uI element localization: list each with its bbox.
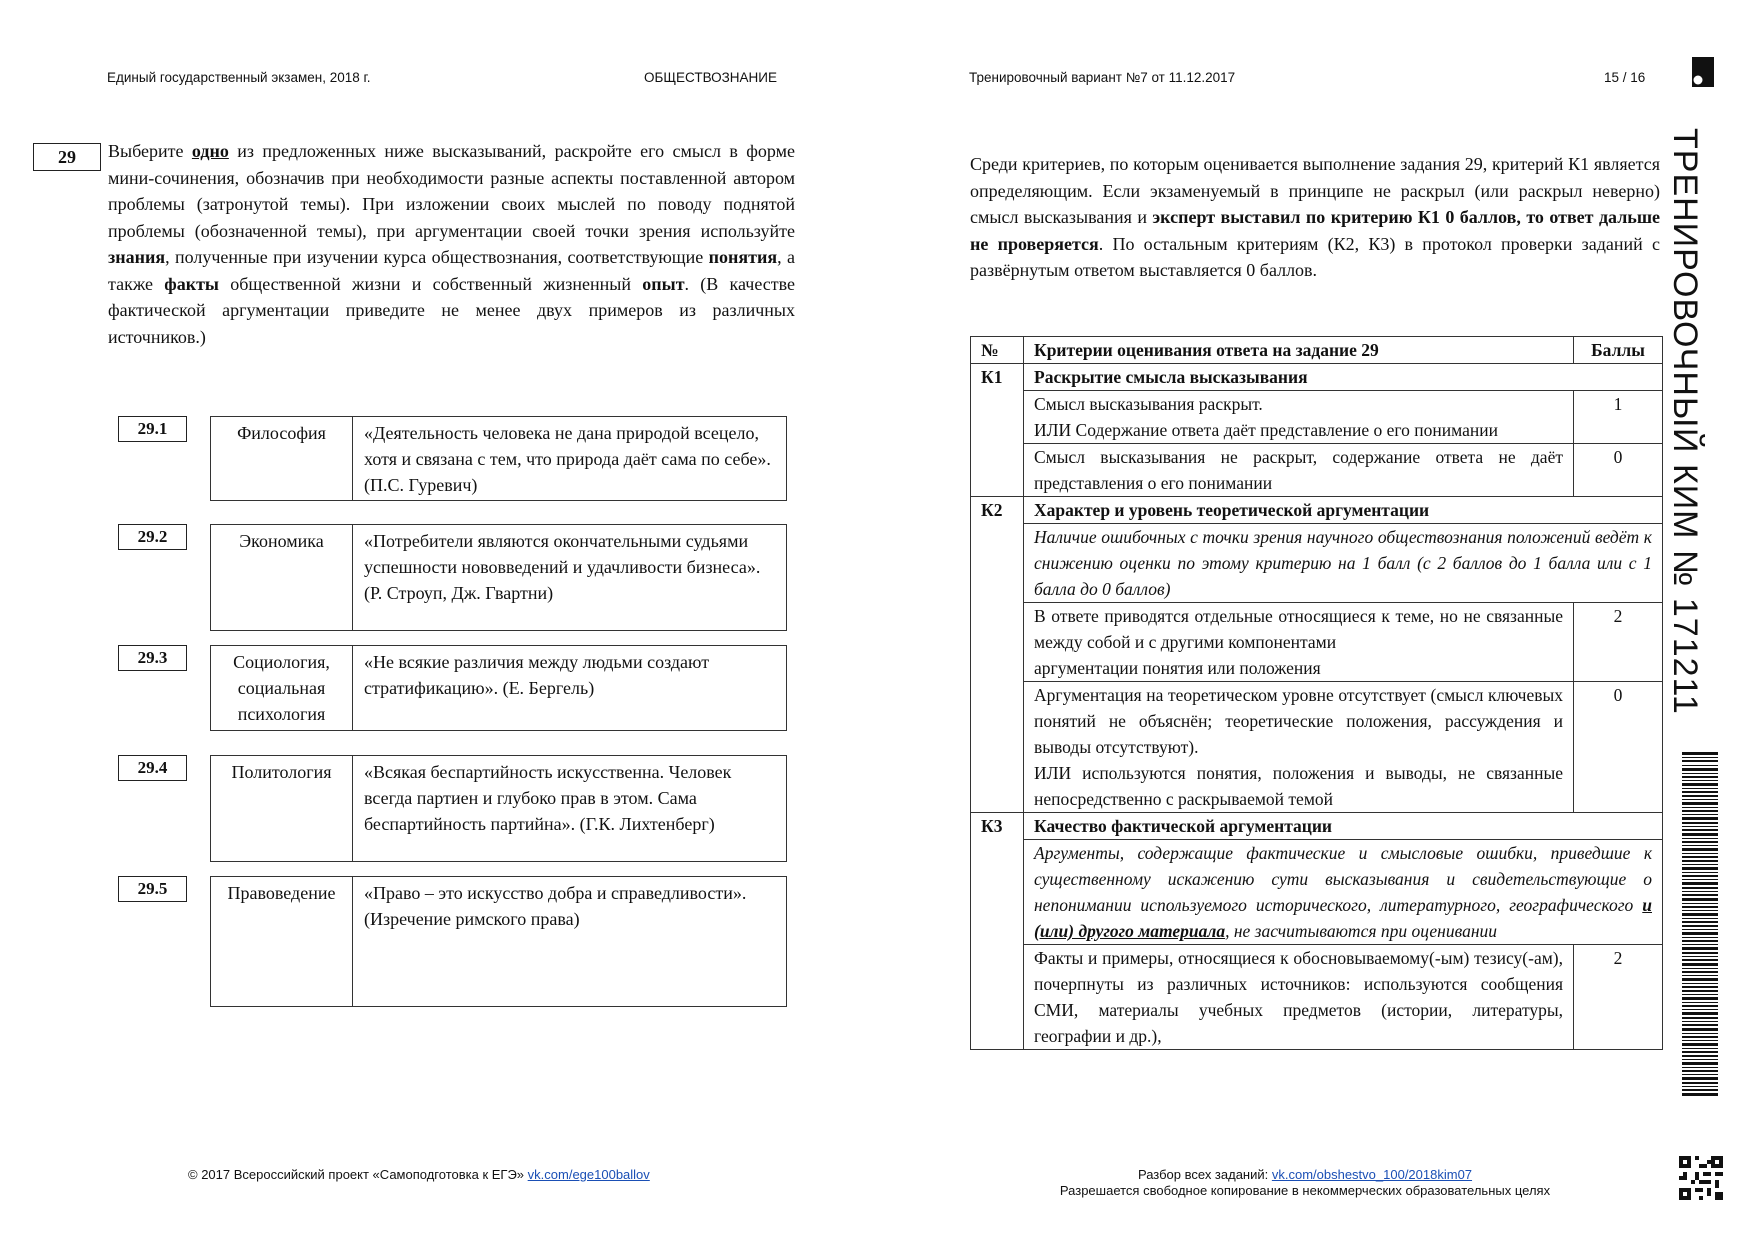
option-quote: «Потребители являются окончательными судьями успешности нововведений и удачливости бизнеса». (Р. Строуп, Дж. Гвартни) xyxy=(353,525,787,631)
option-topic: Философия xyxy=(211,417,353,501)
task-number-box: 29 xyxy=(33,143,101,171)
option-quote: «Деятельность человека не дана природой всецело, хотя и связана с тем, что природа даёт сама по себе». (П.С. Гуревич) xyxy=(353,417,787,501)
k1-title-row xyxy=(971,364,1663,391)
header-num: № xyxy=(971,337,1024,364)
header-points: Баллы xyxy=(1574,337,1663,364)
option-quote: «Всякая беспартийность искусственна. Человек всегда партиен и глубоко прав в этом. Сама беспартийность партийна». (Г.К. Лихтенберг) xyxy=(353,756,787,862)
k2-code: К2 xyxy=(971,497,1024,813)
k2-row-1 xyxy=(971,603,1663,682)
k1-row-1 xyxy=(971,391,1663,444)
option-29-4 xyxy=(210,755,787,862)
k2-row-1-points: 2 xyxy=(1574,603,1663,682)
k2-note: Наличие ошибочных с точки зрения научного обществознания положений ведёт к снижению оценки по этому критерию на 1 балл (с 2 баллов до 1 балла или с 1 балла до 0 баллов) xyxy=(1024,524,1663,603)
criteria-intro: Среди критериев, по которым оценивается выполнение задания 29, критерий К1 является определяющим. Если экзаменуемый в принципе не раскрыл (или раскрыл неверно) смысл высказывания и эксперт выставил по критерию К1 0 баллов, то ответ дальше не проверяется. По остальным критериям (К2, К3) в протокол проверки заданий с развёрнутым ответом выставляется 0 баллов. xyxy=(970,154,1661,280)
k1-row-1-points: 1 xyxy=(1574,391,1663,444)
option-quote: «Право – это искусство добра и справедливости». (Изречение римского права) xyxy=(353,877,787,1007)
criteria-table xyxy=(970,336,1663,1050)
k1-code: К1 xyxy=(971,364,1024,497)
task-instructions: Выберите одно из предложенных ниже высказываний, раскройте его смысл в форме мини-сочинения, обозначив при необходимости разные аспекты поставленной автором проблемы (затронутой темы). При изложении своих мыслей по поводу поднятой проблемы (обозначенной темы), при аргументации своей точки зрения используйте знания, полученные при изучении курса обществознания, соответствующие понятия, а также факты общественной жизни и собственный жизненный опыт. (В качестве фактической аргументации приведите не менее двух примеров из различных источников.) xyxy=(108,141,796,347)
option-topic: Экономика xyxy=(211,525,353,631)
option-quote: «Не всякие различия между людьми создают стратификацию». (Е. Бергель) xyxy=(353,646,787,731)
k2-row-2-text: Аргументация на теоретическом уровне отсутствует (смысл ключевых понятий не объяснён; теоретические положения, рассуждения и выводы отсутствуют). ИЛИ используются понятия, положения и выводы, не связанные непосредственно с раскрываемой темой xyxy=(1024,682,1574,813)
k3-note-row xyxy=(971,840,1663,945)
qr-code-icon xyxy=(1679,1156,1723,1200)
option-29-2 xyxy=(210,524,787,631)
option-29-1 xyxy=(210,416,787,501)
option-29-3 xyxy=(210,645,787,731)
k1-row-2 xyxy=(971,444,1663,497)
footer-left-link[interactable]: vk.com/ege100ballov xyxy=(527,1167,650,1182)
footer-copy-note: Разрешается свободное копирование в некоммерческих образовательных целях xyxy=(1059,1183,1551,1198)
option-29-5 xyxy=(210,876,787,1007)
k2-row-1-text: В ответе приводятся отдельные относящиеся к теме, но не связанные между собой и с другими компонентами аргументации понятия или положения xyxy=(1024,603,1574,682)
k2-note-row xyxy=(971,524,1663,603)
option-number-29-4: 29.4 xyxy=(118,755,187,781)
k1-title: Раскрытие смысла высказывания xyxy=(1024,364,1663,391)
k3-row-1 xyxy=(971,945,1663,1050)
corner-mark-icon xyxy=(1692,57,1714,87)
k3-row-1-text: Факты и примеры, относящиеся к обосновываемому(-ым) тезису(-ам), почерпнуты из различных источников: используются сообщения СМИ, материалы учебных предметов (истории, литературы, географии и др.), xyxy=(1024,945,1574,1050)
k1-row-2-points: 0 xyxy=(1574,444,1663,497)
option-number-29-1: 29.1 xyxy=(118,416,187,442)
option-topic: Социология, социальная психология xyxy=(211,646,353,731)
criteria-header-row xyxy=(971,337,1663,364)
header-criteria: Критерии оценивания ответа на задание 29 xyxy=(1024,337,1574,364)
k2-row-2 xyxy=(971,682,1663,813)
k2-title: Характер и уровень теоретической аргументации xyxy=(1024,497,1663,524)
k3-row-1-points: 2 xyxy=(1574,945,1663,1050)
k2-row-2-points: 0 xyxy=(1574,682,1663,813)
k3-code: К3 xyxy=(971,813,1024,1050)
footer-left: © 2017 Всероссийский проект «Самоподготовка к ЕГЭ» vk.com/ege100ballov xyxy=(188,1167,650,1182)
option-number-29-3: 29.3 xyxy=(118,645,187,671)
header-subject: ОБЩЕСТВОЗНАНИЕ xyxy=(644,70,777,85)
option-number-29-5: 29.5 xyxy=(118,876,187,902)
header-variant: Тренировочный вариант №7 от 11.12.2017 xyxy=(969,70,1236,85)
k3-title: Качество фактической аргументации xyxy=(1024,813,1663,840)
k3-note: Аргументы, содержащие фактические и смысловые ошибки, приведшие к существенному искажению сути высказывания и свидетельствующие о непонимании используемого исторического, литературного, географического и (или) другого материала, не засчитываются при оценивании xyxy=(1024,840,1663,945)
header-exam: Единый государственный экзамен, 2018 г. xyxy=(107,70,371,85)
option-topic: Правоведение xyxy=(211,877,353,1007)
footer-right: Разбор всех заданий: vk.com/obshestvo_100/2018kim07 Разрешается свободное копирование в некоммерческих образовательных целях xyxy=(990,1167,1620,1199)
k2-title-row xyxy=(971,497,1663,524)
k3-title-row xyxy=(971,813,1663,840)
header-page-number: 15 / 16 xyxy=(1604,70,1646,85)
k1-row-1-text: Смысл высказывания раскрыт. ИЛИ Содержание ответа даёт представление о его понимании xyxy=(1024,391,1574,444)
option-number-29-2: 29.2 xyxy=(118,524,187,550)
option-topic: Политология xyxy=(211,756,353,862)
k1-row-2-text: Смысл высказывания не раскрыт, содержание ответа не даёт представления о его понимании xyxy=(1024,444,1574,497)
barcode-icon xyxy=(1682,752,1718,1097)
footer-right-link[interactable]: vk.com/obshestvo_100/2018kim07 xyxy=(1271,1167,1473,1182)
vertical-kim-title: ТРЕНИРОВОЧНЫЙ КИМ № 171211 xyxy=(1666,128,1704,715)
